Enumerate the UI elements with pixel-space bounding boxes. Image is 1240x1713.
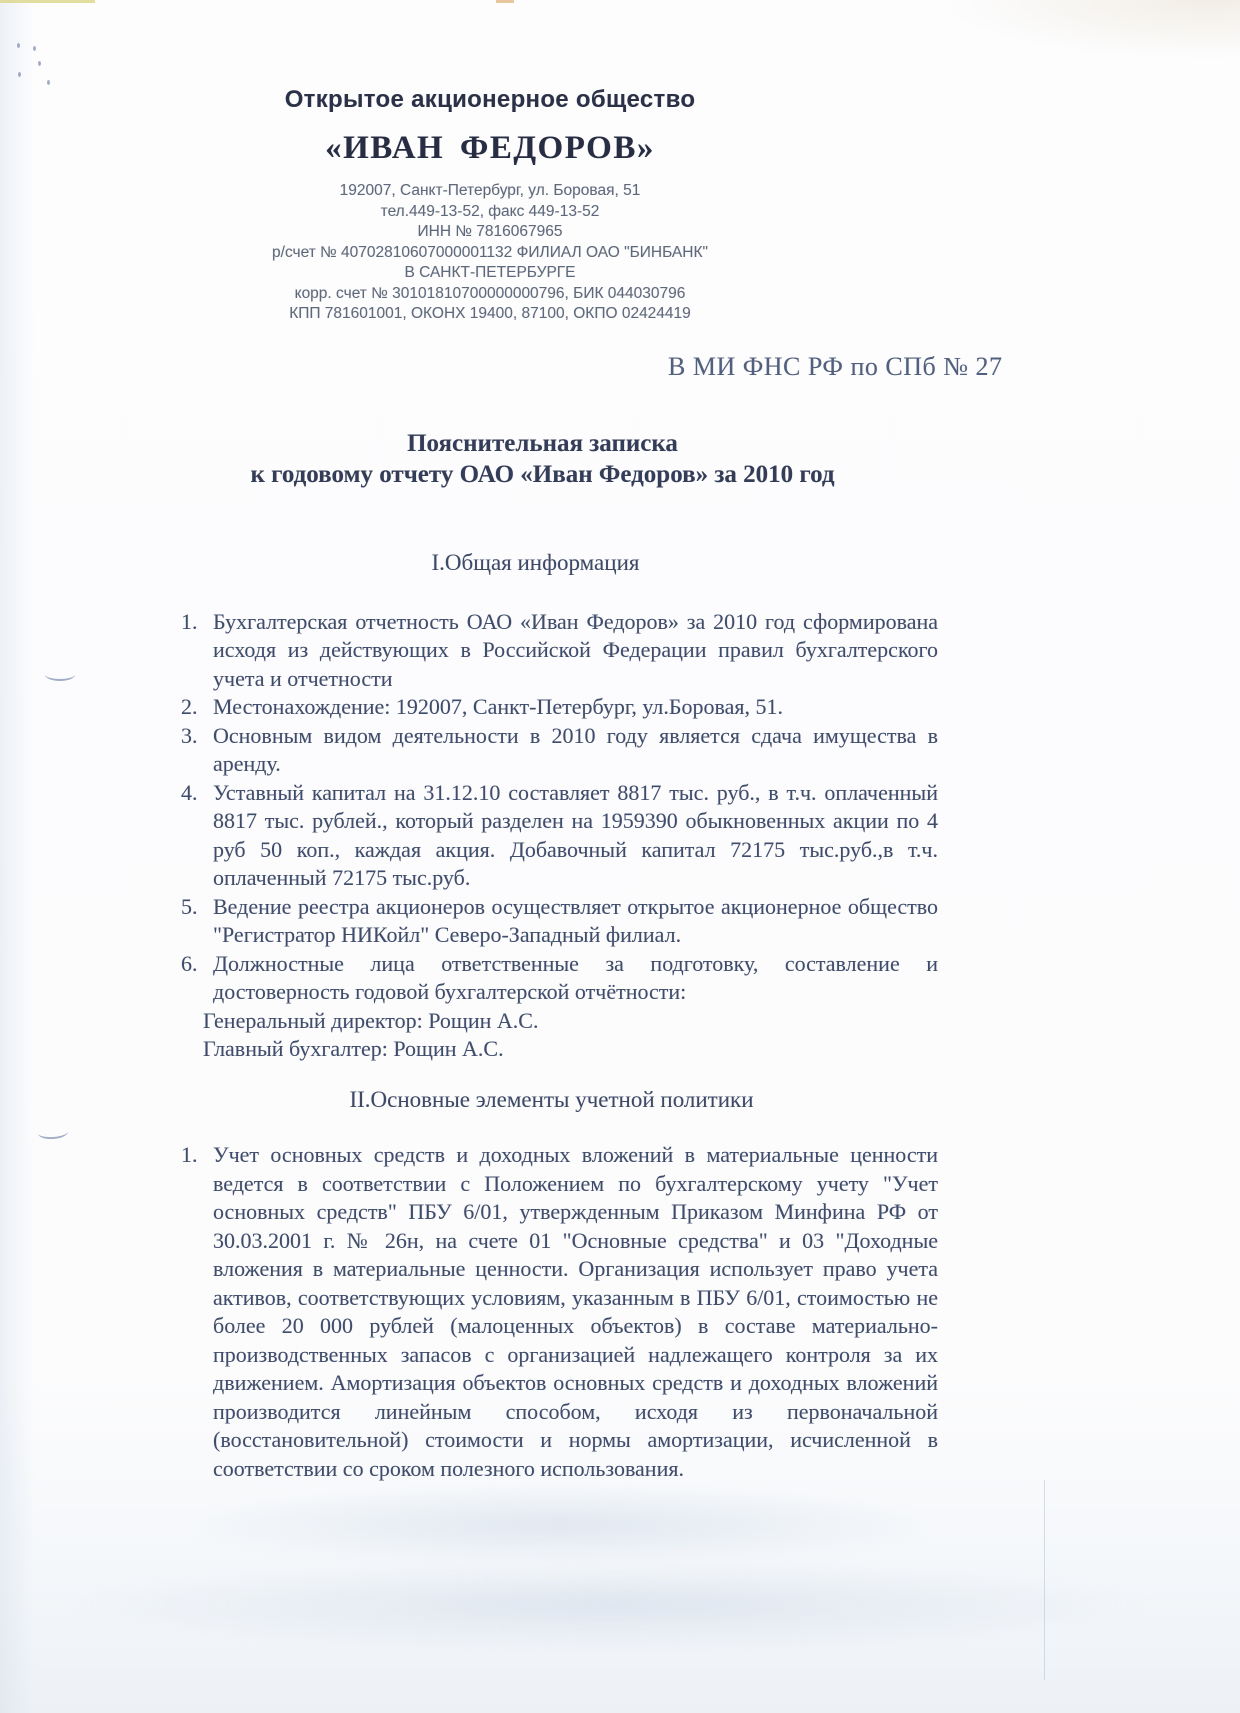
recipient-stamp: В МИ ФНС РФ по СПб № 27 xyxy=(668,352,1003,381)
scan-bleedthrough xyxy=(180,1485,940,1565)
item-text xyxy=(203,950,938,1064)
scan-bleedthrough-line xyxy=(1044,1480,1045,1680)
address-line: р/счет № 40702810607000001132 ФИЛИАЛ ОАО "БИНБАНК" xyxy=(272,243,708,261)
item-text: Местонахождение: 192007, Санкт-Петербург, ул.Боровая, 51. xyxy=(213,694,784,719)
list-item xyxy=(181,722,938,779)
list-item xyxy=(181,893,938,950)
item-number: 3. xyxy=(181,722,198,748)
director-line: Генеральный директор: Рощин А.С. xyxy=(203,1007,539,1033)
pen-speck xyxy=(18,72,21,77)
address-line: КПП 781601001, ОКОНХ 19400, 87100, ОКПО 02424419 xyxy=(289,305,691,322)
scan-bleedthrough xyxy=(60,1560,1160,1650)
list-item xyxy=(181,608,938,694)
list-item xyxy=(181,1141,938,1483)
org-name-text: «ИВАН ФЕДОРОВ» xyxy=(325,130,655,166)
document-title-line1: Пояснительная записка xyxy=(407,430,678,457)
section2-heading: II.Основные элементы учетной политики xyxy=(349,1086,754,1112)
item-text: Бухгалтерская отчетность ОАО «Иван Федоров» за 2010 год сформирована исходя из действующих в Российской Федерации правил бухгалтерского учета и отчетности xyxy=(213,608,938,691)
section1-heading: I.Общая информация xyxy=(431,550,640,575)
address-line: В САНКТ-ПЕТЕРБУРГЕ xyxy=(404,264,576,281)
pen-mark xyxy=(38,1125,69,1140)
list-item xyxy=(181,693,938,722)
document-body xyxy=(181,549,938,1483)
document-title xyxy=(60,428,1025,490)
item-text: Ведение реестра акционеров осуществляет открытое акционерное общество "Регистратор НИКойл" Северо-Западный филиал. xyxy=(213,893,938,947)
item-number: 5. xyxy=(181,893,198,919)
pen-speck xyxy=(33,46,36,51)
scan-edge-artifact xyxy=(496,0,514,3)
pen-mark xyxy=(45,668,75,681)
item-number: 1. xyxy=(181,1142,198,1167)
item-number: 2. xyxy=(181,694,198,719)
pen-speck xyxy=(17,43,20,48)
address-line: ИНН № 7816067965 xyxy=(417,223,563,240)
letterhead-address-block xyxy=(0,181,980,325)
list-item xyxy=(181,779,938,893)
letterhead xyxy=(0,86,980,325)
accountant-line: Главный бухгалтер: Рощин А.С. xyxy=(203,1036,504,1061)
item-text-main: Должностные лица ответственные за подготовку, составление и достоверность годовой бухгалтерской отчётности: xyxy=(213,950,938,1004)
pen-speck xyxy=(47,80,50,85)
scan-edge-artifact xyxy=(0,0,95,3)
item-text: Основным видом деятельности в 2010 году является сдача имущества в аренду. xyxy=(213,722,938,776)
item-number: 4. xyxy=(181,779,198,805)
item-number: 1. xyxy=(181,608,198,634)
item-text: Уставный капитал на 31.12.10 составляет 8817 тыс. руб., в т.ч. оплаченный 8817 тыс. рублей., который разделен на 1959390 обыкновенных акции по 4 руб 50 коп., каждая акция. Добавочный капитал 72175 тыс.руб.,в т.ч. оплаченный 72175 тыс.руб. xyxy=(213,779,938,890)
document-title-line2: к годовому отчету ОАО «Иван Федоров» за 2010 год xyxy=(250,461,835,488)
item-text: Учет основных средств и доходных вложений в материальные ценности ведется в соответствии с Положением по бухгалтерскому учету "Учет основных средств" ПБУ 6/01, утвержденным Приказом Минфина РФ от 30.03.2001 г. № 26н, на счете 01 "Основные средства" и 03 "Доходные вложения в материальные ценности. Организация использует право учета активов, соответствующих условиям, указанным в ПБУ 6/01, стоимостью не более 20 000 рублей (малоценных объектов) в составе материально-производственных запасов с организацией надлежащего контроля за их движением. Амортизация объектов основных средств и доходных вложений производится линейным способом, исходя из первоначальной (восстановительной) стоимости и нормы амортизации, исчисленной в соответствии со сроком полезного использования. xyxy=(213,1142,938,1481)
address-line: корр. счет № 30101810700000000796, БИК 044030796 xyxy=(294,284,686,302)
address-line: 192007, Санкт-Петербург, ул. Боровая, 51 xyxy=(339,182,641,199)
list-item xyxy=(181,950,938,1064)
pen-speck xyxy=(38,61,41,66)
org-type-text: Открытое акционерное общество xyxy=(284,86,696,113)
item-number: 6. xyxy=(181,950,198,976)
address-line: тел.449-13-52, факс 449-13-52 xyxy=(380,202,600,220)
